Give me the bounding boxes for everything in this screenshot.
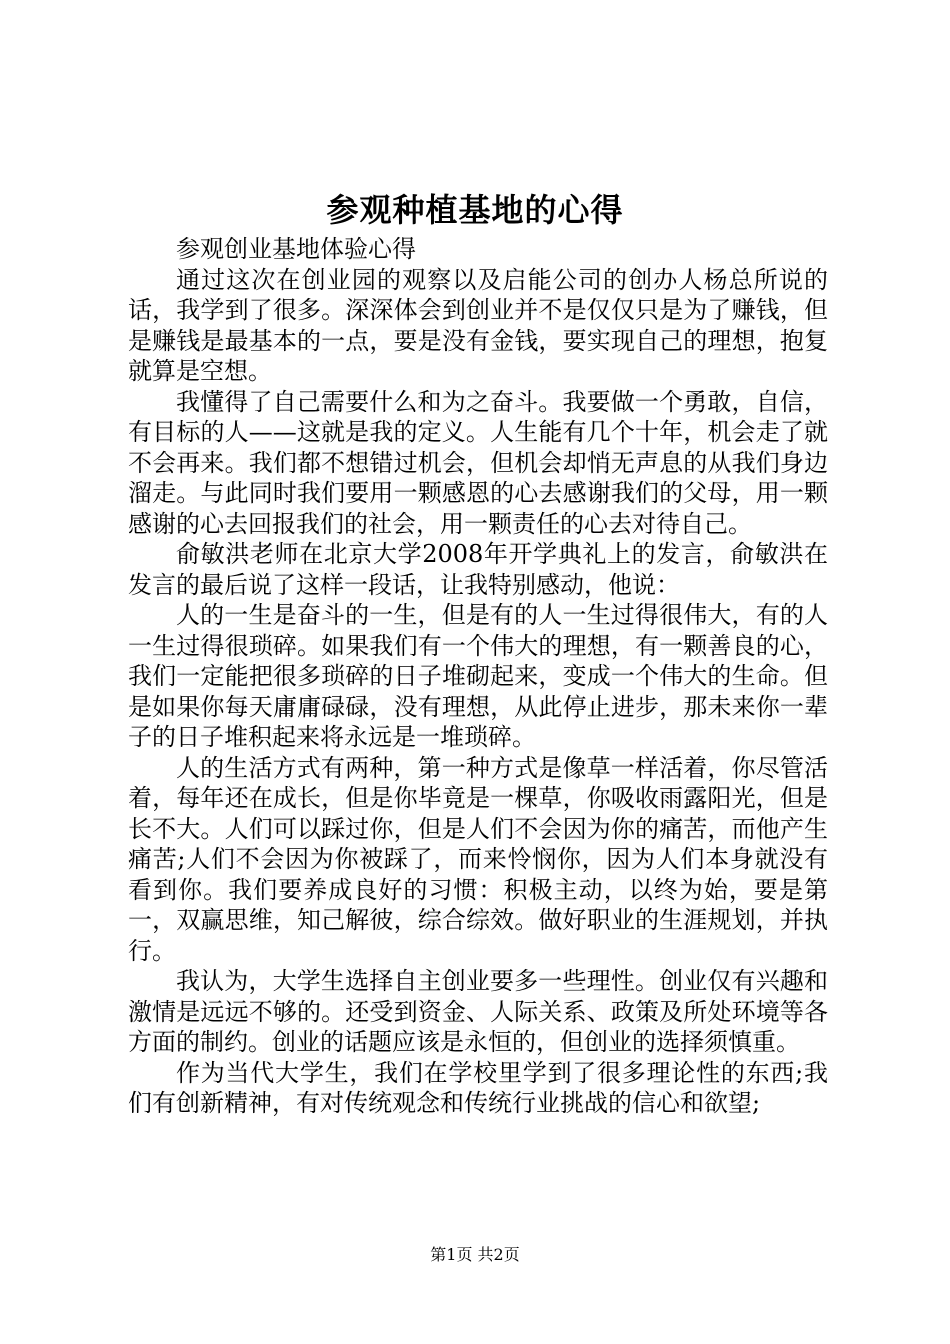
paragraph: 我懂得了自己需要什么和为之奋斗。我要做一个勇敢，自信，有目标的人——这就是我的定义。人生能有几个十年，机会走了就不会再来。我们都不想错过机会，但机会却悄无声息的从我们身边溜走。与此同时我们要用一颗感恩的心去感谢我们的父母，用一颗感谢的心去回报我们的社会，用一颗责任的心去对待自己。 <box>128 387 828 538</box>
paragraph: 人的一生是奋斗的一生，但是有的人一生过得很伟大，有的人一生过得很琐碎。如果我们有一个伟大的理想，有一颗善良的心，我们一定能把很多琐碎的日子堆砌起来，变成一个伟大的生命。但是如果你每天庸庸碌碌，没有理想，从此停止进步，那未来你一辈子的日子堆积起来将永远是一堆琐碎。 <box>128 601 828 751</box>
page-title: 参观种植基地的心得 <box>326 191 624 229</box>
paragraph: 我认为，大学生选择自主创业要多一些理性。创业仅有兴趣和激情是远远不够的。还受到资金、人际关系、政策及所处环境等各方面的制约。创业的话题应该是永恒的，但创业的选择须慎重。 <box>128 967 828 1056</box>
document-body <box>128 234 828 1119</box>
paragraph: 参观创业基地体验心得 <box>176 235 416 263</box>
paragraph: 作为当代大学生，我们在学校里学到了很多理论性的东西;我们有创新精神，有对传统观念和传统行业挑战的信心和欲望; <box>128 1058 828 1117</box>
paragraph: 通过这次在创业园的观察以及启能公司的创办人杨总所说的话，我学到了很多。深深体会到创业并不是仅仅只是为了赚钱，但是赚钱是最基本的一点，要是没有金钱，要实现自己的理想，抱复就算是空想。 <box>128 265 828 385</box>
paragraph: 俞敏洪老师在北京大学2008年开学典礼上的发言，俞敏洪在发言的最后说了这样一段话，让我特别感动，他说： <box>128 540 828 599</box>
page-footer: 第1页 共2页 <box>430 1245 520 1264</box>
paragraph: 人的生活方式有两种，第一种方式是像草一样活着，你尽管活着，每年还在成长，但是你毕竟是一棵草，你吸收雨露阳光，但是长不大。人们可以踩过你，但是人们不会因为你的痛苦，而他产生痛苦;人们不会因为你被踩了，而来怜悯你，因为人们本身就没有看到你。我们要养成良好的习惯：积极主动，以终为始，要是第一，双赢思维，知己解彼，综合综效。做好职业的生涯规划，并执行。 <box>128 753 828 965</box>
